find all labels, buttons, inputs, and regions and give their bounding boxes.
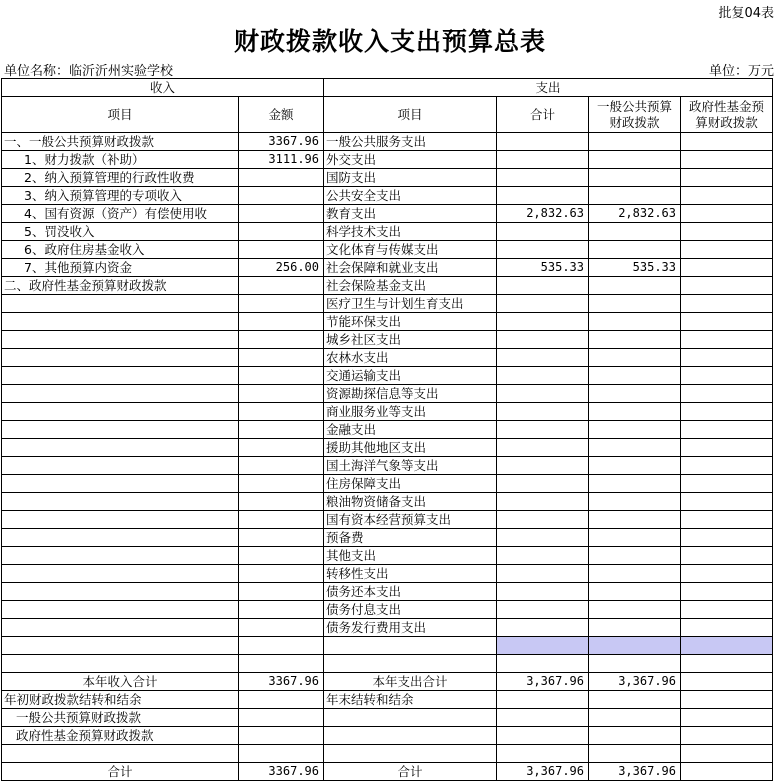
empty-cell bbox=[681, 709, 773, 727]
income-item-cell bbox=[2, 601, 239, 619]
income-item-cell bbox=[2, 583, 239, 601]
total-cell bbox=[497, 151, 589, 169]
budget-table bbox=[1, 78, 773, 781]
fund-budget-cell bbox=[681, 475, 773, 493]
income-amount-cell bbox=[239, 619, 324, 637]
income-amount-cell bbox=[239, 529, 324, 547]
total-cell bbox=[497, 493, 589, 511]
table-row bbox=[2, 619, 773, 637]
income-amount-cell bbox=[239, 565, 324, 583]
income-amount-cell bbox=[239, 295, 324, 313]
income-header: 收入 bbox=[2, 79, 324, 97]
header-row-1 bbox=[2, 79, 773, 97]
expense-item-cell: 农林水支出 bbox=[324, 349, 497, 367]
empty-cell bbox=[497, 691, 589, 709]
income-item-cell bbox=[2, 457, 239, 475]
general-budget-cell bbox=[589, 295, 681, 313]
carry-out-label: 年末结转和结余 bbox=[324, 691, 497, 709]
table-row bbox=[2, 529, 773, 547]
general-budget-cell bbox=[589, 601, 681, 619]
general-budget-cell bbox=[589, 367, 681, 385]
general-budget-cell bbox=[589, 331, 681, 349]
general-budget-header: 一般公共预算财政拨款 bbox=[589, 97, 681, 133]
expense-item-cell: 公共安全支出 bbox=[324, 187, 497, 205]
income-item-cell bbox=[2, 619, 239, 637]
income-amount-cell bbox=[239, 349, 324, 367]
expense-item-cell: 社会保险基金支出 bbox=[324, 277, 497, 295]
general-budget-cell: 535.33 bbox=[589, 259, 681, 277]
income-item-cell bbox=[2, 385, 239, 403]
expense-item-cell: 国防支出 bbox=[324, 169, 497, 187]
empty-cell bbox=[324, 637, 497, 655]
income-amount-cell bbox=[239, 313, 324, 331]
year-expense-label: 本年支出合计 bbox=[324, 673, 497, 691]
empty-cell bbox=[324, 727, 497, 745]
income-item-cell: 4、国有资源（资产）有偿使用收 bbox=[2, 205, 239, 223]
table-row bbox=[2, 691, 773, 709]
table-row bbox=[2, 763, 773, 781]
income-amount-cell: 256.00 bbox=[239, 259, 324, 277]
income-item-cell bbox=[2, 367, 239, 385]
expense-item-cell: 节能环保支出 bbox=[324, 313, 497, 331]
income-amount-cell bbox=[239, 511, 324, 529]
table-row bbox=[2, 313, 773, 331]
empty-cell bbox=[497, 709, 589, 727]
income-item-cell bbox=[2, 421, 239, 439]
expense-item-cell: 住房保障支出 bbox=[324, 475, 497, 493]
fund-budget-cell bbox=[681, 349, 773, 367]
income-amount-cell bbox=[239, 475, 324, 493]
grand-expense-general: 3,367.96 bbox=[589, 763, 681, 781]
empty-cell bbox=[2, 637, 239, 655]
header-row-2 bbox=[2, 97, 773, 133]
fund-budget-cell bbox=[681, 241, 773, 259]
general-budget-cell bbox=[589, 493, 681, 511]
expense-item-cell: 交通运输支出 bbox=[324, 367, 497, 385]
expense-item-cell: 粮油物资储备支出 bbox=[324, 493, 497, 511]
total-cell: 535.33 bbox=[497, 259, 589, 277]
grand-expense-label: 合计 bbox=[324, 763, 497, 781]
expense-header: 支出 bbox=[324, 79, 773, 97]
table-row bbox=[2, 169, 773, 187]
income-item-cell bbox=[2, 349, 239, 367]
general-budget-cell bbox=[589, 619, 681, 637]
empty-cell bbox=[589, 655, 681, 673]
general-budget-cell bbox=[589, 583, 681, 601]
general-budget-cell bbox=[589, 421, 681, 439]
empty-cell bbox=[589, 709, 681, 727]
table-row bbox=[2, 277, 773, 295]
general-budget-cell bbox=[589, 133, 681, 151]
income-amount-cell bbox=[239, 331, 324, 349]
empty-cell bbox=[324, 709, 497, 727]
income-amount-cell bbox=[239, 439, 324, 457]
empty-cell bbox=[497, 655, 589, 673]
empty-cell bbox=[2, 655, 239, 673]
year-expense-fund bbox=[681, 673, 773, 691]
general-budget-cell bbox=[589, 151, 681, 169]
carry-in-fund: 政府性基金预算财政拨款 bbox=[2, 727, 239, 745]
fund-budget-cell bbox=[681, 259, 773, 277]
total-cell: 2,832.63 bbox=[497, 205, 589, 223]
general-budget-cell bbox=[589, 169, 681, 187]
expense-item-cell: 国土海洋气象等支出 bbox=[324, 457, 497, 475]
fund-budget-cell bbox=[681, 385, 773, 403]
income-item-cell bbox=[2, 403, 239, 421]
table-row bbox=[2, 709, 773, 727]
highlight-cell bbox=[589, 637, 681, 655]
total-cell bbox=[497, 619, 589, 637]
fund-budget-cell bbox=[681, 223, 773, 241]
total-cell bbox=[497, 169, 589, 187]
fund-budget-cell bbox=[681, 457, 773, 475]
page-title: 财政拨款收入支出预算总表 bbox=[233, 27, 546, 56]
empty-cell bbox=[681, 655, 773, 673]
general-budget-cell bbox=[589, 223, 681, 241]
general-budget-cell bbox=[589, 241, 681, 259]
expense-item-cell: 预备费 bbox=[324, 529, 497, 547]
table-row bbox=[2, 457, 773, 475]
empty-cell bbox=[497, 745, 589, 763]
table-row bbox=[2, 241, 773, 259]
table-row bbox=[2, 367, 773, 385]
table-row bbox=[2, 349, 773, 367]
unit-name: 单位名称：临沂沂州实验学校 bbox=[4, 64, 174, 79]
income-item-cell bbox=[2, 511, 239, 529]
income-amount-cell bbox=[239, 547, 324, 565]
total-cell bbox=[497, 367, 589, 385]
expense-item-cell: 债务还本支出 bbox=[324, 583, 497, 601]
income-amount-cell: 3111.96 bbox=[239, 151, 324, 169]
expense-item-cell: 债务付息支出 bbox=[324, 601, 497, 619]
total-cell bbox=[497, 601, 589, 619]
expense-item-cell: 援助其他地区支出 bbox=[324, 439, 497, 457]
general-budget-cell bbox=[589, 565, 681, 583]
empty-cell bbox=[324, 655, 497, 673]
income-amount-cell bbox=[239, 385, 324, 403]
highlight-cell bbox=[497, 637, 589, 655]
total-cell bbox=[497, 313, 589, 331]
expense-item-cell: 金融支出 bbox=[324, 421, 497, 439]
income-amount-header: 金额 bbox=[239, 97, 324, 133]
year-income-label: 本年收入合计 bbox=[2, 673, 239, 691]
empty-cell bbox=[681, 691, 773, 709]
fund-budget-cell bbox=[681, 547, 773, 565]
income-item-cell: 6、政府住房基金收入 bbox=[2, 241, 239, 259]
general-budget-cell bbox=[589, 385, 681, 403]
table-row bbox=[2, 601, 773, 619]
expense-item-cell: 教育支出 bbox=[324, 205, 497, 223]
total-cell bbox=[497, 385, 589, 403]
income-item-cell bbox=[2, 493, 239, 511]
unit-measure: 单位：万元 bbox=[708, 64, 774, 79]
total-cell bbox=[497, 223, 589, 241]
carry-in-label: 年初财政拨款结转和结余 bbox=[2, 691, 239, 709]
total-cell bbox=[497, 241, 589, 259]
carry-in-amount bbox=[239, 691, 324, 709]
table-row bbox=[2, 565, 773, 583]
table-row bbox=[2, 439, 773, 457]
expense-item-cell: 城乡社区支出 bbox=[324, 331, 497, 349]
year-expense-total: 3,367.96 bbox=[497, 673, 589, 691]
empty-cell bbox=[239, 637, 324, 655]
income-amount-cell bbox=[239, 169, 324, 187]
general-budget-cell: 2,832.63 bbox=[589, 205, 681, 223]
expense-item-cell: 医疗卫生与计划生育支出 bbox=[324, 295, 497, 313]
table-row bbox=[2, 151, 773, 169]
income-item-header: 项目 bbox=[2, 97, 239, 133]
total-cell bbox=[497, 295, 589, 313]
fund-budget-cell bbox=[681, 403, 773, 421]
total-cell bbox=[497, 529, 589, 547]
expense-item-cell: 其他支出 bbox=[324, 547, 497, 565]
empty-cell bbox=[589, 727, 681, 745]
expense-item-cell: 转移性支出 bbox=[324, 565, 497, 583]
income-amount-cell bbox=[239, 223, 324, 241]
general-budget-cell bbox=[589, 529, 681, 547]
highlight-cell bbox=[681, 637, 773, 655]
income-amount-cell bbox=[239, 457, 324, 475]
fund-budget-cell bbox=[681, 619, 773, 637]
fund-budget-cell bbox=[681, 295, 773, 313]
total-cell bbox=[497, 421, 589, 439]
income-amount-cell bbox=[239, 187, 324, 205]
income-amount-cell bbox=[239, 421, 324, 439]
expense-item-cell: 一般公共服务支出 bbox=[324, 133, 497, 151]
fund-budget-cell bbox=[681, 583, 773, 601]
empty-cell bbox=[681, 745, 773, 763]
empty-cell bbox=[239, 745, 324, 763]
carry-in-general: 一般公共预算财政拨款 bbox=[2, 709, 239, 727]
table-row bbox=[2, 295, 773, 313]
total-cell bbox=[497, 475, 589, 493]
income-item-cell bbox=[2, 529, 239, 547]
year-expense-general: 3,367.96 bbox=[589, 673, 681, 691]
income-item-cell bbox=[2, 313, 239, 331]
table-row bbox=[2, 493, 773, 511]
income-item-cell: 7、其他预算内资金 bbox=[2, 259, 239, 277]
fund-budget-cell bbox=[681, 367, 773, 385]
general-budget-cell bbox=[589, 349, 681, 367]
expense-item-cell: 债务发行费用支出 bbox=[324, 619, 497, 637]
total-cell bbox=[497, 547, 589, 565]
expense-item-cell: 社会保障和就业支出 bbox=[324, 259, 497, 277]
total-cell bbox=[497, 583, 589, 601]
expense-item-cell: 文化体育与传媒支出 bbox=[324, 241, 497, 259]
income-item-cell: 2、纳入预算管理的行政性收费 bbox=[2, 169, 239, 187]
form-number: 批复04表 bbox=[718, 6, 774, 21]
total-cell bbox=[497, 331, 589, 349]
total-cell bbox=[497, 565, 589, 583]
grand-income-label: 合计 bbox=[2, 763, 239, 781]
general-budget-cell bbox=[589, 457, 681, 475]
general-budget-cell bbox=[589, 187, 681, 205]
income-amount-cell bbox=[239, 205, 324, 223]
total-cell bbox=[497, 349, 589, 367]
income-item-cell: 3、纳入预算管理的专项收入 bbox=[2, 187, 239, 205]
empty-cell bbox=[681, 727, 773, 745]
income-item-cell: 二、政府性基金预算财政拨款 bbox=[2, 277, 239, 295]
income-item-cell bbox=[2, 331, 239, 349]
empty-cell bbox=[324, 745, 497, 763]
income-amount-cell bbox=[239, 403, 324, 421]
total-cell bbox=[497, 277, 589, 295]
income-amount-cell: 3367.96 bbox=[239, 133, 324, 151]
empty-cell bbox=[497, 727, 589, 745]
grand-expense-total: 3,367.96 bbox=[497, 763, 589, 781]
table-row bbox=[2, 421, 773, 439]
grand-income-amount: 3367.96 bbox=[239, 763, 324, 781]
fund-budget-cell bbox=[681, 529, 773, 547]
expense-item-cell: 资源勘探信息等支出 bbox=[324, 385, 497, 403]
table-row bbox=[2, 673, 773, 691]
empty-cell bbox=[239, 709, 324, 727]
income-item-cell: 1、财力拨款（补助） bbox=[2, 151, 239, 169]
income-item-cell bbox=[2, 547, 239, 565]
total-header: 合计 bbox=[497, 97, 589, 133]
fund-budget-cell bbox=[681, 601, 773, 619]
table-row bbox=[2, 187, 773, 205]
general-budget-cell bbox=[589, 511, 681, 529]
fund-budget-cell bbox=[681, 169, 773, 187]
table-row bbox=[2, 727, 773, 745]
fund-budget-cell bbox=[681, 205, 773, 223]
expense-item-cell: 商业服务业等支出 bbox=[324, 403, 497, 421]
total-cell bbox=[497, 457, 589, 475]
expense-item-cell: 科学技术支出 bbox=[324, 223, 497, 241]
income-item-cell bbox=[2, 295, 239, 313]
general-budget-cell bbox=[589, 475, 681, 493]
fund-budget-cell bbox=[681, 187, 773, 205]
fund-budget-cell bbox=[681, 439, 773, 457]
table-row bbox=[2, 745, 773, 763]
table-row bbox=[2, 385, 773, 403]
general-budget-cell bbox=[589, 403, 681, 421]
expense-item-cell: 国有资本经营预算支出 bbox=[324, 511, 497, 529]
fund-budget-cell bbox=[681, 151, 773, 169]
income-item-cell bbox=[2, 565, 239, 583]
fund-budget-cell bbox=[681, 565, 773, 583]
general-budget-cell bbox=[589, 547, 681, 565]
table-row bbox=[2, 511, 773, 529]
fund-budget-cell bbox=[681, 133, 773, 151]
total-cell bbox=[497, 439, 589, 457]
total-cell bbox=[497, 133, 589, 151]
income-amount-cell bbox=[239, 493, 324, 511]
general-budget-cell bbox=[589, 277, 681, 295]
table-row bbox=[2, 547, 773, 565]
income-item-cell bbox=[2, 439, 239, 457]
table-row bbox=[2, 133, 773, 151]
table-row bbox=[2, 637, 773, 655]
fund-budget-cell bbox=[681, 331, 773, 349]
general-budget-cell bbox=[589, 439, 681, 457]
total-cell bbox=[497, 511, 589, 529]
fund-budget-cell bbox=[681, 313, 773, 331]
empty-cell bbox=[589, 691, 681, 709]
income-amount-cell bbox=[239, 367, 324, 385]
table-row bbox=[2, 475, 773, 493]
income-amount-cell bbox=[239, 277, 324, 295]
income-amount-cell bbox=[239, 583, 324, 601]
income-item-cell: 一、一般公共预算财政拨款 bbox=[2, 133, 239, 151]
table-row bbox=[2, 403, 773, 421]
fund-budget-cell bbox=[681, 421, 773, 439]
income-amount-cell bbox=[239, 601, 324, 619]
expense-item-header: 项目 bbox=[324, 97, 497, 133]
table-row bbox=[2, 223, 773, 241]
income-item-cell: 5、罚没收入 bbox=[2, 223, 239, 241]
table-row bbox=[2, 259, 773, 277]
table-row bbox=[2, 205, 773, 223]
fund-budget-cell bbox=[681, 277, 773, 295]
grand-expense-fund bbox=[681, 763, 773, 781]
total-cell bbox=[497, 187, 589, 205]
empty-cell bbox=[239, 655, 324, 673]
empty-cell bbox=[589, 745, 681, 763]
year-income-amount: 3367.96 bbox=[239, 673, 324, 691]
fund-budget-cell bbox=[681, 493, 773, 511]
total-cell bbox=[497, 403, 589, 421]
fund-budget-cell bbox=[681, 511, 773, 529]
unit-info-row bbox=[4, 60, 774, 78]
general-budget-cell bbox=[589, 313, 681, 331]
table-row bbox=[2, 655, 773, 673]
table-row bbox=[2, 331, 773, 349]
empty-cell bbox=[239, 727, 324, 745]
table-row bbox=[2, 583, 773, 601]
income-amount-cell bbox=[239, 241, 324, 259]
empty-cell bbox=[2, 745, 239, 763]
fund-budget-header: 政府性基金预算财政拨款 bbox=[681, 97, 773, 133]
income-item-cell bbox=[2, 475, 239, 493]
expense-item-cell: 外交支出 bbox=[324, 151, 497, 169]
